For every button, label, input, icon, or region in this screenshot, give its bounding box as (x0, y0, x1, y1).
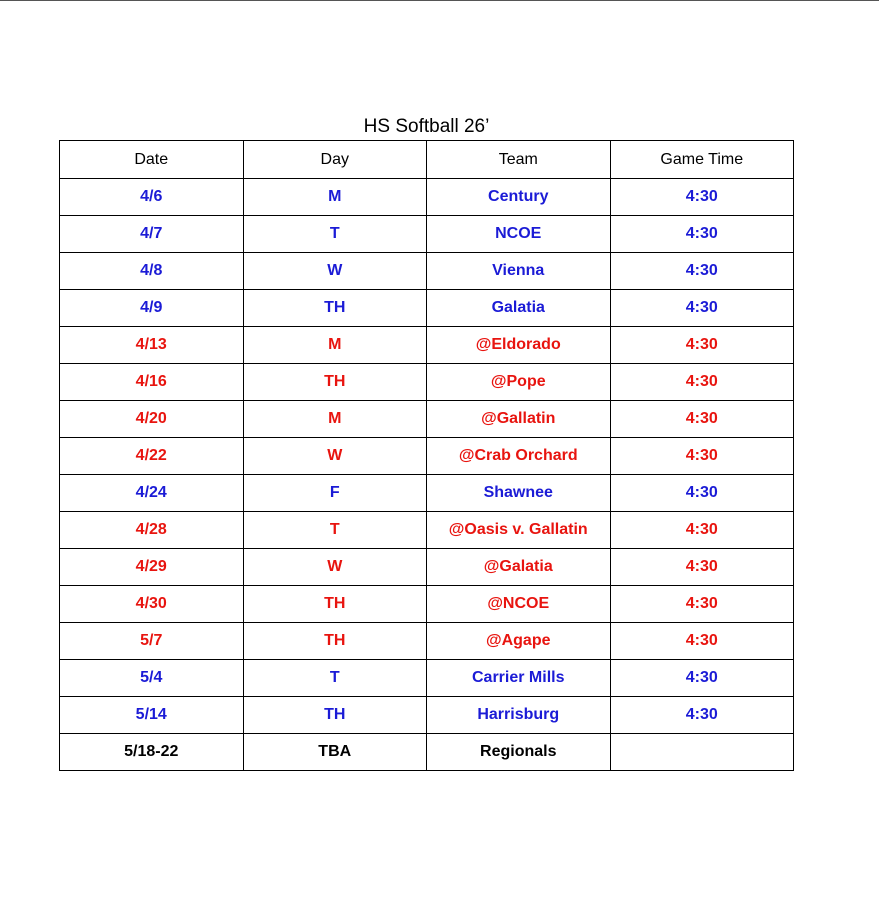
cell-game-time: 4:30 (610, 438, 794, 475)
cell-date: 4/30 (60, 586, 244, 623)
cell-team: @Pope (427, 364, 611, 401)
table-row (60, 623, 794, 660)
cell-day: T (243, 660, 427, 697)
cell-day: M (243, 327, 427, 364)
cell-team: @Oasis v. Gallatin (427, 512, 611, 549)
cell-team: @Galatia (427, 549, 611, 586)
document-title: HS Softball 26’ (363, 116, 490, 137)
cell-team: NCOE (427, 216, 611, 253)
cell-game-time: 4:30 (610, 623, 794, 660)
cell-team: Shawnee (427, 475, 611, 512)
table-row (60, 586, 794, 623)
cell-game-time: 4:30 (610, 179, 794, 216)
table-row (60, 512, 794, 549)
table-row (60, 697, 794, 734)
cell-game-time: 4:30 (610, 475, 794, 512)
cell-team: Regionals (427, 734, 611, 771)
header-game-time: Game Time (610, 141, 794, 179)
cell-game-time: 4:30 (610, 401, 794, 438)
cell-day: TH (243, 697, 427, 734)
cell-team: @Agape (427, 623, 611, 660)
cell-team: Galatia (427, 290, 611, 327)
cell-day: W (243, 549, 427, 586)
cell-team: Harrisburg (427, 697, 611, 734)
table-row (60, 364, 794, 401)
cell-game-time: 4:30 (610, 586, 794, 623)
cell-team: @Crab Orchard (427, 438, 611, 475)
table-row (60, 216, 794, 253)
cell-date: 4/28 (60, 512, 244, 549)
cell-game-time: 4:30 (610, 697, 794, 734)
table-row (60, 475, 794, 512)
cell-game-time: 4:30 (610, 253, 794, 290)
cell-date: 4/16 (60, 364, 244, 401)
cell-game-time: 4:30 (610, 216, 794, 253)
cell-team: Vienna (427, 253, 611, 290)
cell-date: 4/9 (60, 290, 244, 327)
cell-game-time: 4:30 (610, 327, 794, 364)
cell-game-time: 4:30 (610, 364, 794, 401)
table-row (60, 438, 794, 475)
cell-day: T (243, 216, 427, 253)
cell-game-time: 4:30 (610, 549, 794, 586)
table-row (60, 253, 794, 290)
cell-game-time: 4:30 (610, 660, 794, 697)
cell-day: W (243, 438, 427, 475)
table-row (60, 549, 794, 586)
cell-date: 4/29 (60, 549, 244, 586)
cell-game-time: 4:30 (610, 290, 794, 327)
cell-date: 4/7 (60, 216, 244, 253)
table-header-row (60, 141, 794, 179)
cell-date: 4/6 (60, 179, 244, 216)
cell-date: 4/20 (60, 401, 244, 438)
cell-day: T (243, 512, 427, 549)
cell-day: TH (243, 623, 427, 660)
cell-team: @Eldorado (427, 327, 611, 364)
table-row (60, 401, 794, 438)
schedule-table (59, 140, 794, 771)
cell-game-time (610, 734, 794, 771)
cell-day: W (243, 253, 427, 290)
cell-date: 5/14 (60, 697, 244, 734)
schedule-body (60, 179, 794, 771)
cell-day: TH (243, 364, 427, 401)
table-row (60, 290, 794, 327)
cell-day: TH (243, 586, 427, 623)
cell-date: 5/7 (60, 623, 244, 660)
cell-date: 4/13 (60, 327, 244, 364)
table-row (60, 327, 794, 364)
header-day: Day (243, 141, 427, 179)
cell-day: TH (243, 290, 427, 327)
header-team: Team (427, 141, 611, 179)
cell-team: Century (427, 179, 611, 216)
cell-date: 4/8 (60, 253, 244, 290)
page-top-border (0, 0, 879, 1)
cell-day: M (243, 179, 427, 216)
table-row (60, 179, 794, 216)
header-date: Date (60, 141, 244, 179)
cell-team: @NCOE (427, 586, 611, 623)
table-row (60, 660, 794, 697)
cell-game-time: 4:30 (610, 512, 794, 549)
table-row (60, 734, 794, 771)
cell-day: TBA (243, 734, 427, 771)
cell-team: Carrier Mills (427, 660, 611, 697)
cell-date: 5/18-22 (60, 734, 244, 771)
cell-day: M (243, 401, 427, 438)
cell-date: 5/4 (60, 660, 244, 697)
cell-date: 4/24 (60, 475, 244, 512)
cell-day: F (243, 475, 427, 512)
cell-date: 4/22 (60, 438, 244, 475)
cell-team: @Gallatin (427, 401, 611, 438)
